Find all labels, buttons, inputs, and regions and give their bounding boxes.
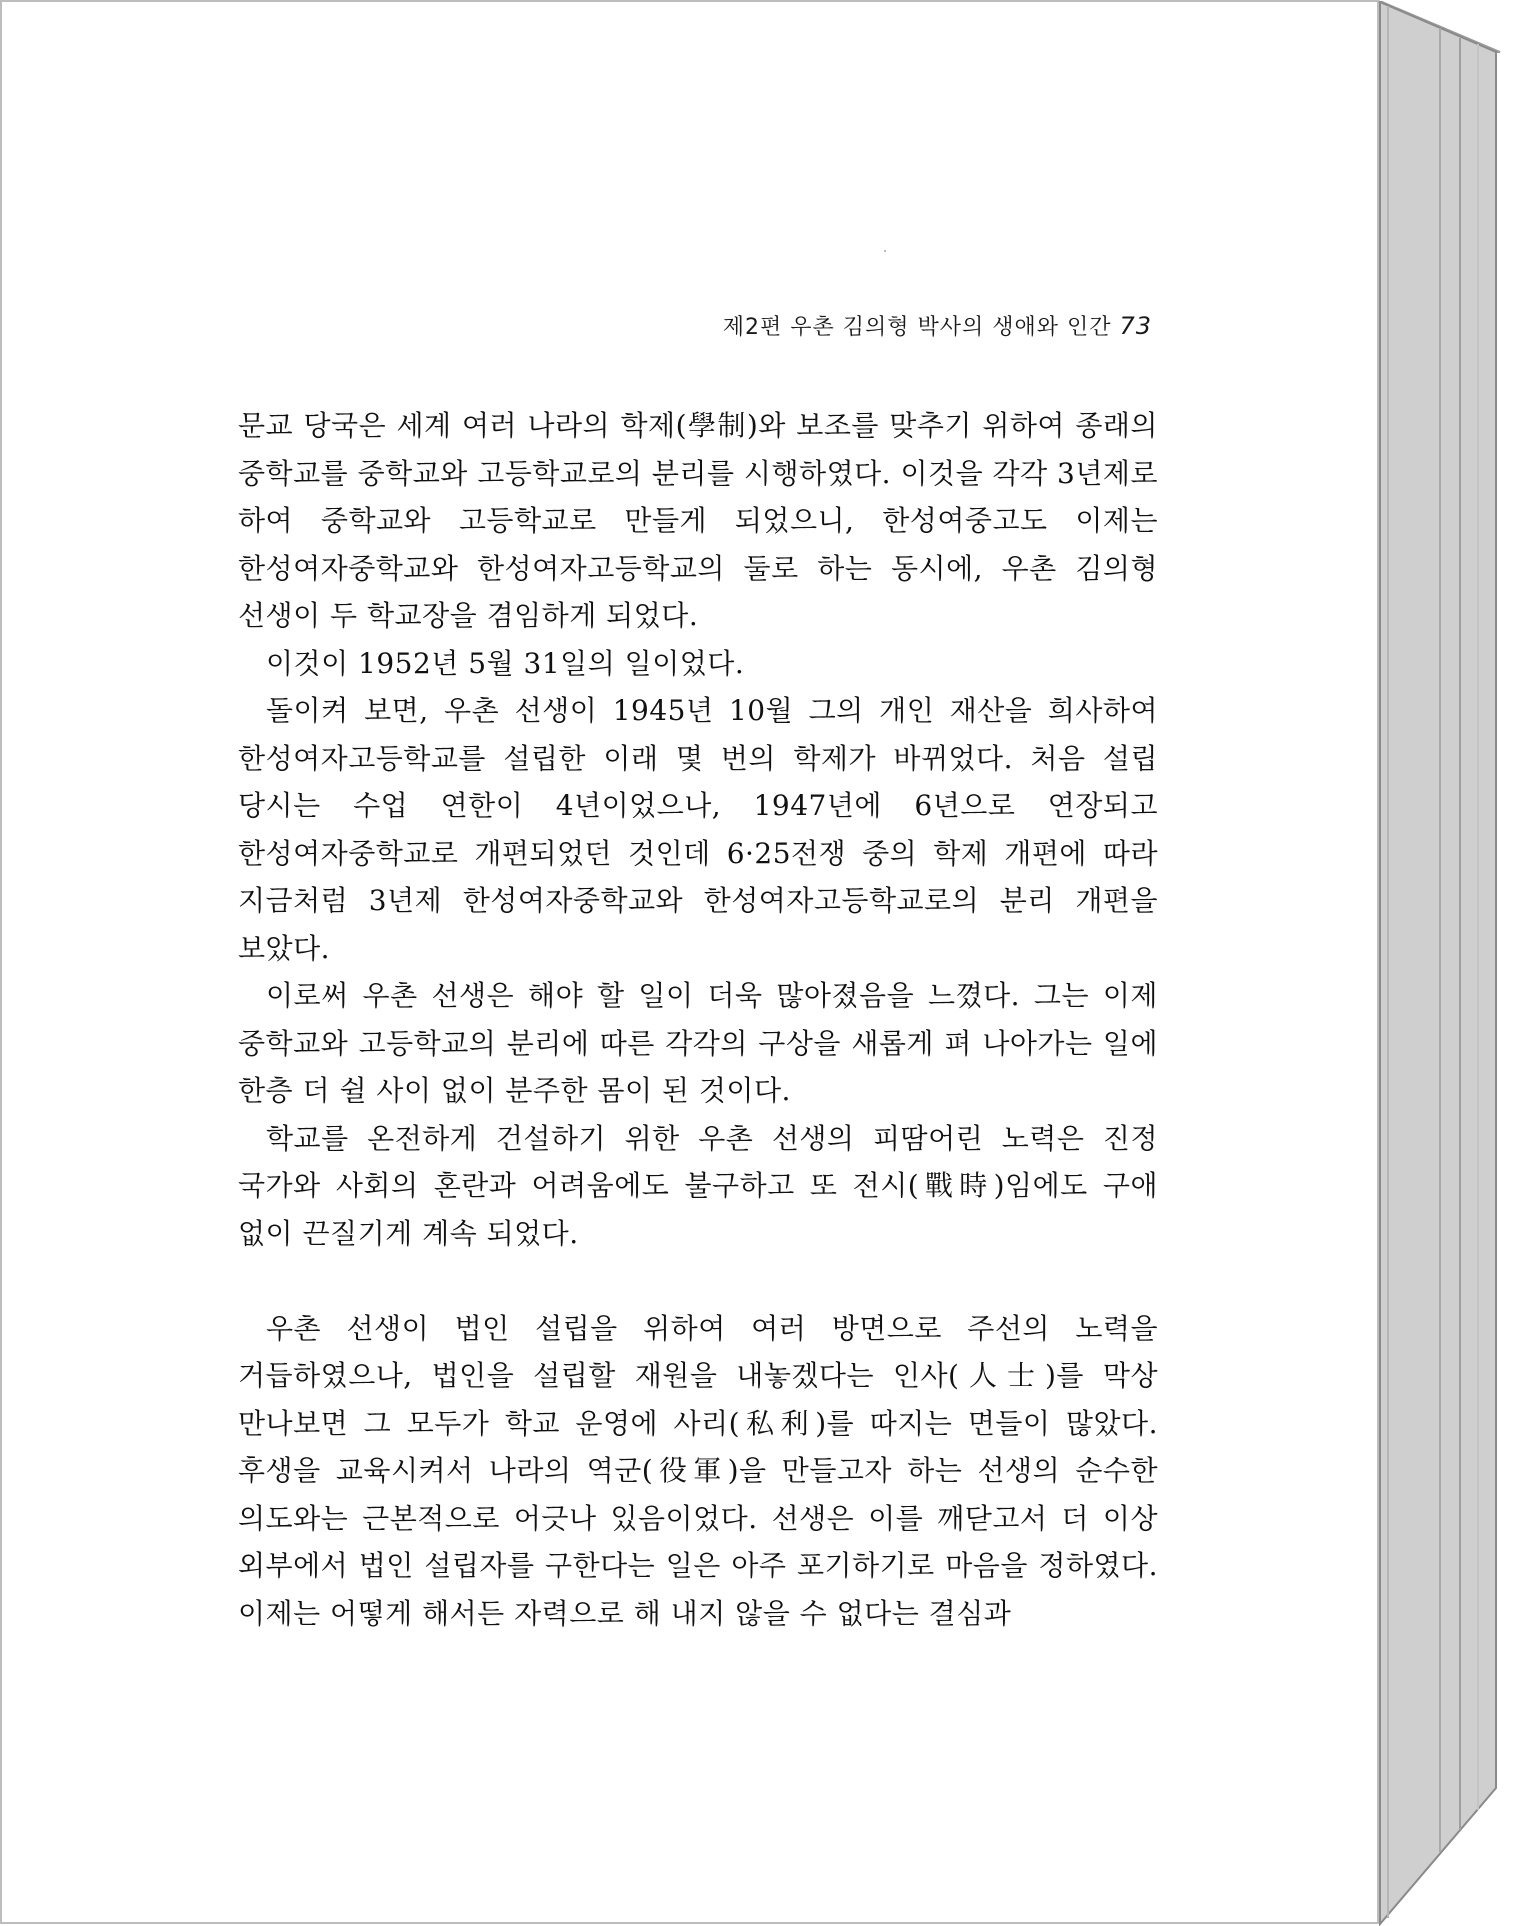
paragraph-2: 이것이 1952년 5월 31일의 일이었다.: [266, 646, 745, 680]
paragraph-6: 우촌 선생이 법인 설립을 위하여 여러 방면으로 주선의 노력을 거듭하였으나, 법인을 설립할 재원을 내놓겠다는 인사(人士)를 막상 만나보면 그 모두가 학교 운영에 사리(私利)를 따지는 면들이 많았다. 후생을 교육시켜서 나라의 역군(役軍)을 만들고자 하는 선생의 순수한 의도와는 근본적으로 어긋나 있음이었다. 선생은 이를 깨닫고서 더 이상 외부에서 법인 설립자를 구한다는 일은 아주 포기하기로 마음을 정하였다. 이제는 어떻게 해서든 자력으로 해 내지 않을 수 없다는 결심과: [238, 1311, 1158, 1630]
page-number: 73: [1119, 312, 1152, 340]
running-header-title: 제2편 우촌 김의형 박사의 생애와 인간: [722, 315, 1112, 340]
paragraph-3: 돌이켜 보면, 우촌 선생이 1945년 10월 그의 개인 재산을 희사하여 한성여자고등학교를 설립한 이래 몇 번의 학제가 바뀌었다. 처음 설립 당시는 수업 연한이 4년이었으나, 1947년에 6년으로 연장되고 한성여자중학교로 개편되었던 것인데 6·25전쟁 중의 학제 개편에 따라 지금처럼 3년제 한성여자중학교와 한성여자고등학교로의 분리 개편을 보았다.: [238, 694, 1158, 965]
paragraph-1: 문교 당국은 세계 여러 나라의 학제(學制)와 보조를 맞추기 위하여 종래의 중학교를 중학교와 고등학교로의 분리를 시행하였다. 이것을 각각 3년제로 하여 중학교와 고등학교로 만들게 되었으니, 한성여중고도 이제는 한성여자중학교와 한성여자고등학교의 둘로 하는 동시에, 우촌 김의형 선생이 두 학교장을 겸임하게 되었다.: [238, 409, 1158, 632]
paragraph-5: 학교를 온전하게 건설하기 위한 우촌 선생의 피땀어린 노력은 진정 국가와 사회의 혼란과 어려움에도 불구하고 또 전시(戰時)임에도 구애 없이 끈질기게 계속 되었다.: [238, 1121, 1158, 1250]
paragraph-4: 이로써 우촌 선생은 해야 할 일이 더욱 많아졌음을 느꼈다. 그는 이제 중학교와 고등학교의 분리에 따른 각각의 구상을 새롭게 펴 나아가는 일에 한층 더 쉴 사이 없이 분주한 몸이 된 것이다.: [238, 979, 1158, 1107]
